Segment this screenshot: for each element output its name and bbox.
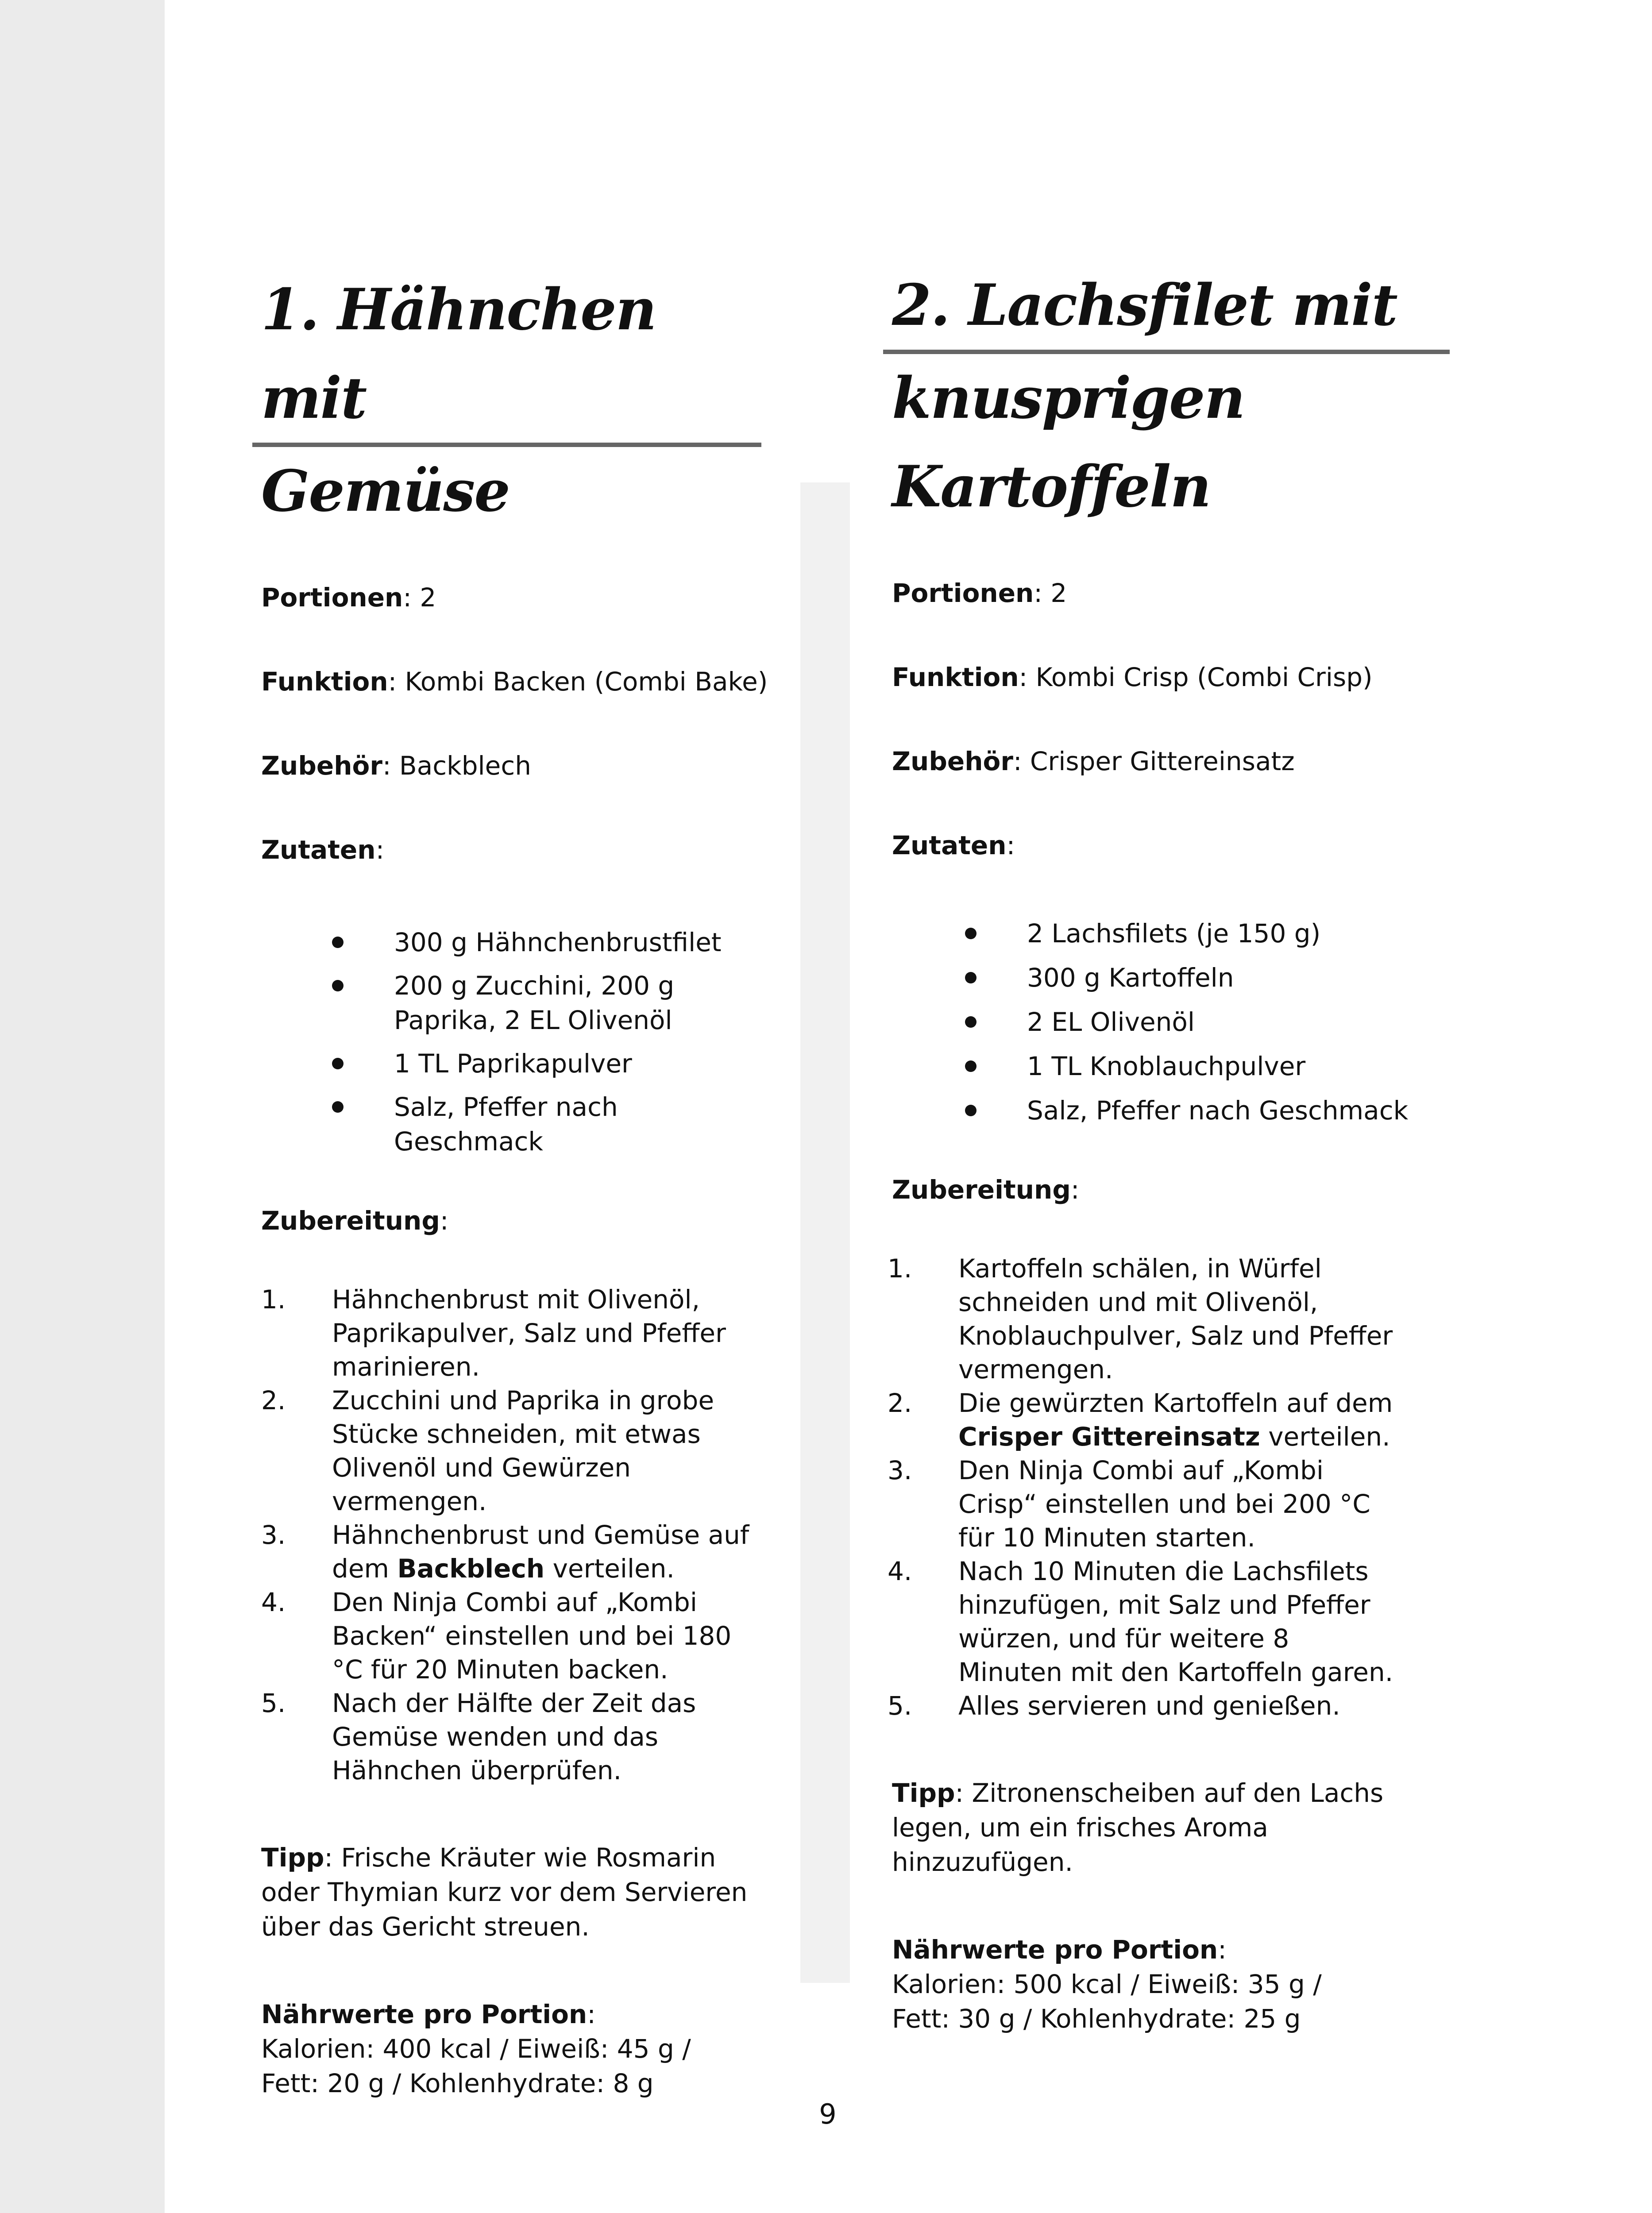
recipe-1-zutaten-heading: Zutaten: [261,835,385,865]
bullet-icon [965,1016,977,1028]
recipe-1-steps [261,1283,775,1787]
recipe-2 [888,261,1467,2036]
recipe-1-title-line2: Gemüse [261,458,509,524]
bullet-icon [332,1101,344,1113]
ingredient-item: Salz, Pfeffer nach Geschmack [1027,1093,1467,1128]
recipe-2-tipp: Tipp: Zitronenscheiben auf den Lachs legen, um ein frisches Aroma hinzuzufügen. [892,1778,1384,1877]
recipe-1-zubehoer: Zubehör: Backblech [261,751,532,781]
recipe-1-portionen: Portionen: 2 [261,582,436,613]
step-item: 1. Kartoffeln schälen, in Würfel schneiden und mit Olivenöl, Knoblauchpulver, Salz und Pfeffer vermengen. [888,1253,1393,1384]
recipe-1-naehrwerte-values: Kalorien: 400 kcal / Eiweiß: 45 g / Fett: 20 g / Kohlenhydrate: 8 g [261,2034,691,2098]
bullet-icon [965,928,977,939]
recipe-2-steps [888,1252,1467,1723]
step-item: 3. Hähnchenbrust und Gemüse auf dem Backblech verteilen. [261,1520,749,1584]
ingredient-item: 300 g Kartoffeln [1027,960,1467,995]
recipe-2-ingredient-list [1027,916,1467,1128]
step-item: 5. Alles servieren und genießen. [888,1691,1340,1721]
ingredient-item: 2 Lachsfilets (je 150 g) [1027,916,1467,951]
recipe-1-naehrwerte-heading: Nährwerte pro Portion: [261,1999,596,2029]
step-item: 2. Zucchini und Paprika in grobe Stücke schneiden, mit etwas Olivenöl und Gewürzen vermengen. [261,1385,714,1516]
bullet-icon [332,937,344,948]
bullet-icon [332,1058,344,1069]
step-item: 2. Die gewürzten Kartoffeln auf dem Crisper Gittereinsatz verteilen. [888,1388,1393,1452]
recipe-2-naehrwerte-values: Kalorien: 500 kcal / Eiweiß: 35 g / Fett: 30 g / Kohlenhydrate: 25 g [892,1969,1322,2034]
recipe-2-title-line3: Kartoffeln [892,454,1211,520]
recipe-2-zutaten-heading: Zutaten: [892,830,1015,860]
recipe-2-funktion: Funktion: Kombi Crisp (Combi Crisp) [892,662,1373,692]
bullet-icon [965,1060,977,1072]
ingredient-item: 200 g Zucchini, 200 g Paprika, 2 EL Olivenöl [394,968,775,1037]
recipe-1-title-rule [252,443,761,447]
page-number: 9 [819,2098,837,2130]
column-divider [800,482,850,1983]
ingredient-item: 300 g Hähnchenbrustfilet [394,925,775,960]
recipe-1 [261,266,775,2101]
page-margin-strip [0,0,165,2213]
recipe-1-title-line1: 1. Hähnchen mit [261,277,656,432]
recipe-2-naehrwerte-heading: Nährwerte pro Portion: [892,1935,1227,1965]
ingredient-item: 1 TL Paprikapulver [394,1046,775,1081]
step-item: 4. Nach 10 Minuten die Lachsfilets hinzufügen, mit Salz und Pfeffer würzen, und für weitere 8 Minuten mit den Kartoffeln garen. [888,1556,1393,1687]
ingredient-item: 1 TL Knoblauchpulver [1027,1049,1467,1083]
bullet-icon [332,980,344,991]
step-item: 3. Den Ninja Combi auf „Kombi Crisp“ einstellen und bei 200 °C für 10 Minuten starten. [888,1455,1370,1553]
step-item: 1. Hähnchenbrust mit Olivenöl, Paprikapulver, Salz und Pfeffer marinieren. [261,1284,726,1382]
recipe-2-zubehoer: Zubehör: Crisper Gittereinsatz [892,746,1295,776]
bullet-icon [965,972,977,983]
step-item: 5. Nach der Hälfte der Zeit das Gemüse wenden und das Hähnchen überprüfen. [261,1688,696,1785]
recipe-1-ingredient-list [394,925,775,1159]
recipe-2-title-rule [883,350,1450,354]
recipe-2-zubereitung-heading: Zubereitung: [892,1175,1080,1205]
step-item: 4. Den Ninja Combi auf „Kombi Backen“ einstellen und bei 180 °C für 20 Minuten backen. [261,1587,732,1685]
recipe-1-funktion: Funktion: Kombi Backen (Combi Bake) [261,667,768,697]
bullet-icon [965,1105,977,1116]
recipe-2-title-line2: knusprigen [892,365,1245,432]
recipe-1-tipp: Tipp: Frische Kräuter wie Rosmarin oder Thymian kurz vor dem Servieren über das Gericht streuen. [261,1843,748,1942]
recipe-2-portionen: Portionen: 2 [892,578,1067,608]
recipe-2-title-line1: 2. Lachsfilet mit [892,272,1397,339]
ingredient-item: 2 EL Olivenöl [1027,1005,1467,1039]
ingredient-item: Salz, Pfeffer nach Geschmack [394,1090,775,1159]
recipe-1-zubereitung-heading: Zubereitung: [261,1206,449,1236]
